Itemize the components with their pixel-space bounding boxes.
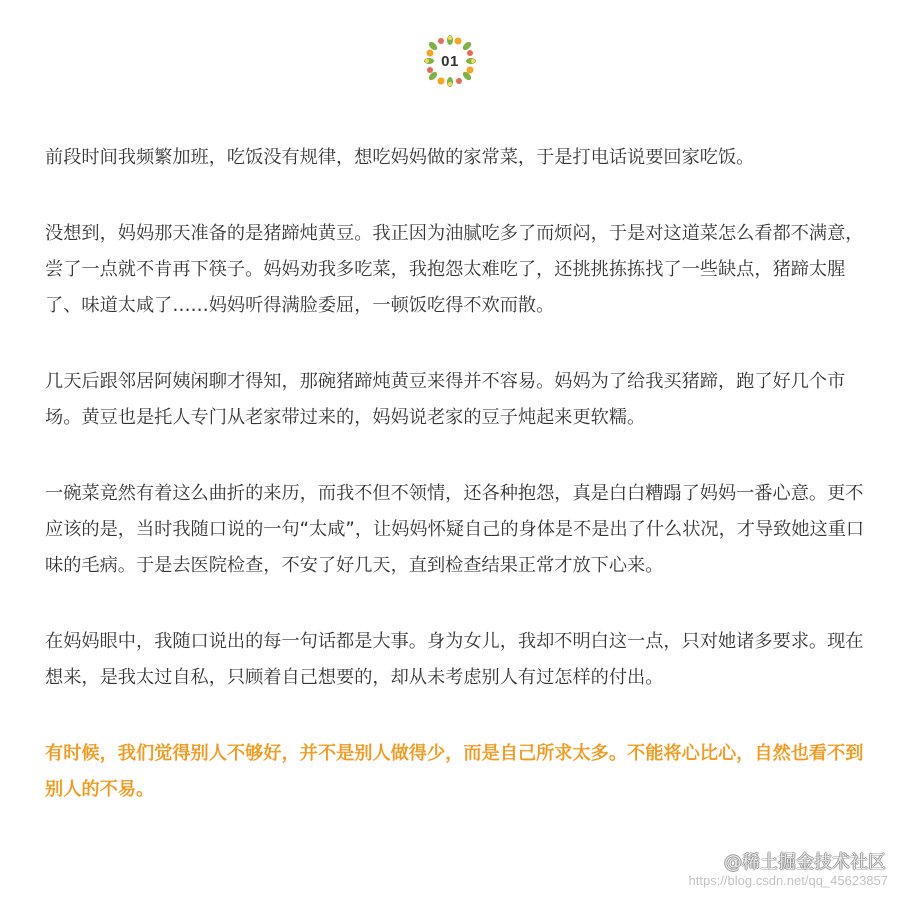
paragraph-4: 一碗菜竟然有着这么曲折的来历，而我不但不领情，还各种抱怨，真是白白糟蹋了妈妈一番心意。更不应该的是，当时我随口说的一句“太咸”，让妈妈怀疑自己的身体是不是出了什么状况，才导致她这重口味的毛病。于是去医院检查，不安了好几天，直到检查结果正常才放下心来。: [45, 483, 865, 576]
paragraph-1: 前段时间我频繁加班，吃饭没有规律，想吃妈妈做的家常菜，于是打电话说要回家吃饭。: [45, 147, 755, 168]
watermark-url: https://blog.csdn.net/qq_45623857: [688, 873, 888, 888]
watermark-text: @稀土掘金技术社区: [724, 852, 886, 873]
paragraph-5: 在妈妈眼中，我随口说出的每一句话都是大事。身为女儿，我却不明白这一点，只对她诸多要求。现在想来，是我太过自私，只顾着自己想要的，却从未考虑别人有过怎样的付出。: [45, 631, 864, 688]
paragraph-2: 没想到，妈妈那天准备的是猪蹄炖黄豆。我正因为油腻吃多了而烦闷，于是对这道菜怎么看都不满意，尝了一点就不肯再下筷子。妈妈劝我多吃菜，我抱怨太难吃了，还挑挑拣拣找了一些缺点，猪蹄太腥了、味道太咸了……妈妈听得满脸委屈，一顿饭吃得不欢而散。: [45, 223, 864, 316]
section-number-badge: [423, 34, 477, 88]
section-number: 01: [441, 52, 459, 70]
paragraph-3: 几天后跟邻居阿姨闲聊才得知，那碗猪蹄炖黄豆来得并不容易。妈妈为了给我买猪蹄，跑了好几个市场。黄豆也是托人专门从老家带过来的，妈妈说老家的豆子炖起来更软糯。: [45, 371, 846, 428]
highlight-quote: 有时候，我们觉得别人不够好，并不是别人做得少，而是自己所求太多。不能将心比心，自然也看不到别人的不易。: [45, 743, 864, 800]
article-body: [45, 140, 871, 848]
